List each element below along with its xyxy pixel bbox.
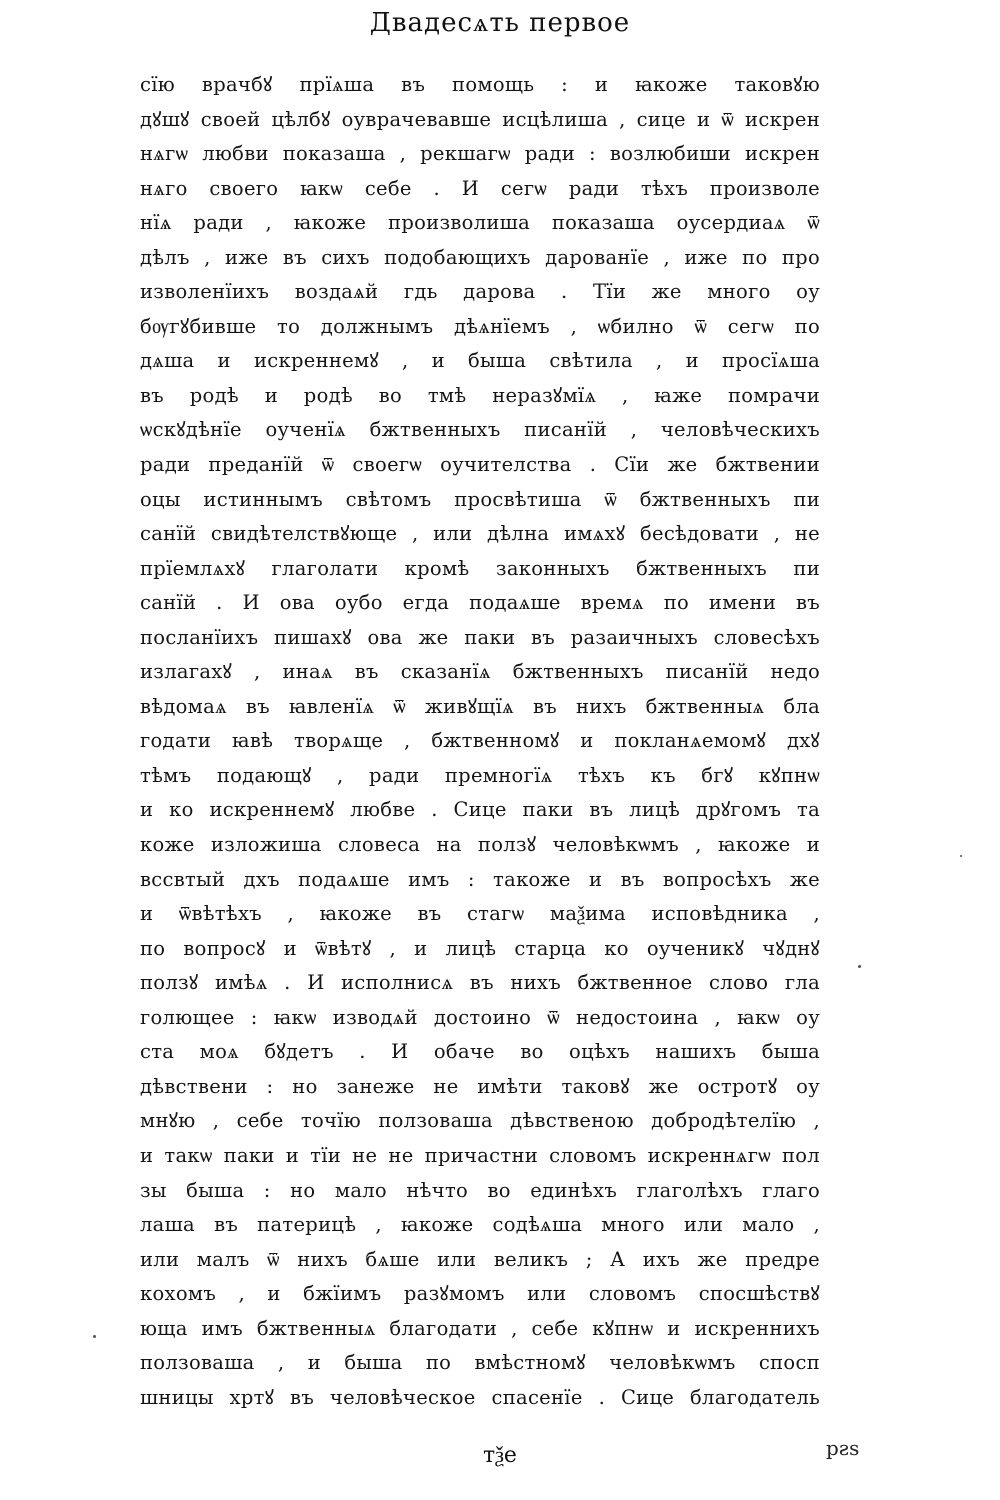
text-line: коже изложиша словеса на ползꙋ человѣкѡмъ , ꙗкоже и xyxy=(140,833,820,857)
text-line: нѧго своего ꙗкѡ себе . И сегѡ ради тѣхъ произволе xyxy=(140,176,820,200)
text-line: лаша въ патерицѣ , ꙗкоже содѣѧша много или мало , xyxy=(140,1213,820,1237)
text-line: и ѿвѣтѣхъ , ꙗкоже въ стагѡ маѯима исповѣдника , xyxy=(140,902,820,926)
text-line: дѧша и искреннемꙋ , и быша свѣтила , и просїѧша xyxy=(140,349,820,373)
sheet-signature: рꙅѕ xyxy=(826,1436,860,1460)
text-line: нѧгѡ любви показаша , рекшагѡ ради : возлюбиши искрен xyxy=(140,142,820,166)
text-line: дꙋшꙋ своей цѣлбꙋ оуврачевавше исцѣлиша , сице и ѿ искрен xyxy=(140,107,820,131)
text-line: сїю врачбꙋ прїѧша въ помощь : и ꙗкоже таковꙋю xyxy=(140,73,820,96)
text-line: вссвтый дхъ подаѧше имъ : такоже и въ вопросѣхъ же xyxy=(140,867,820,891)
ink-speck xyxy=(93,1335,96,1338)
text-line: санїй свидѣтелствꙋюще , или дѣлна имѧхꙋ бесѣдовати , не xyxy=(140,522,820,546)
text-line: ради преданїй ѿ своегѡ оучителства . Сїи же бжтвении xyxy=(140,453,820,477)
text-line: ползоваша , и быша по вмѣстномꙋ человѣкѡмъ спосп xyxy=(140,1351,820,1375)
text-line: ползꙋ имѣѧ . И исполнисѧ въ нихъ бжтвенное слово гла xyxy=(140,971,820,995)
text-line: вѣдомаѧ въ ꙗвленїѧ ѿ живꙋщїѧ въ нихъ бжтвенныѧ бла xyxy=(140,694,820,718)
text-line: дѣвствени : но занеже не имѣти таковꙋ же остротꙋ оу xyxy=(140,1074,820,1098)
text-line: бѹгꙋбивше то должнымъ дѣѧнїемъ , ѡбилно ѿ сегѡ по xyxy=(140,314,820,338)
text-line: голющее : ꙗкѡ изводѧй достоино ѿ недостоина , ꙗкѡ оу xyxy=(140,1005,820,1029)
text-line: мнꙋю , себе точїю ползоваша дѣвственою добродѣтелїю , xyxy=(140,1109,820,1133)
text-block xyxy=(140,68,820,1415)
text-line: кохомъ , и бжїимъ разꙋмомъ или словомъ спосшѣствꙋ xyxy=(140,1282,820,1306)
text-line: по вопросꙋ и ѿвѣтꙋ , и лицѣ старца ко оученикꙋ чꙋднꙋ xyxy=(140,936,820,960)
ink-speck xyxy=(960,855,962,857)
text-line: и ко искреннемꙋ любве . Сице паки въ лицѣ дрꙋгомъ та xyxy=(140,798,820,822)
text-line: изволенїихъ воздаѧй гдь дарова . Тїи же много оу xyxy=(140,280,820,304)
text-line: годати ꙗвѣ творѧще , бжтвенномꙋ и покланѧемомꙋ дхꙋ xyxy=(140,729,820,753)
text-line: ста моѧ бꙋдетъ . И обаче во оцѣхъ нашихъ быша xyxy=(140,1040,820,1064)
page-number: тѯе xyxy=(483,1443,517,1468)
text-line: и такѡ паки и тїи не не причастни словомъ искреннѧгѡ пол xyxy=(140,1143,820,1167)
text-line: зы быша : но мало нѣчто во единѣхъ глаголѣхъ глаго xyxy=(140,1178,820,1202)
text-line: юща имъ бжтвенныѧ благодати , себе кꙋпнѡ и искреннихъ xyxy=(140,1316,820,1340)
text-line: излагахꙋ , инаѧ въ сказанїѧ бжтвенныхъ писанїй недо xyxy=(140,660,820,684)
ink-speck xyxy=(858,965,861,968)
text-line: ѡскꙋдѣнїе оученїѧ бжтвенныхъ писанїй , человѣческихъ xyxy=(140,418,820,442)
text-line: тѣмъ подающꙋ , ради премногїѧ тѣхъ къ бгꙋ кꙋпнѡ xyxy=(140,763,820,787)
running-head: Двадесѧть первое xyxy=(369,8,631,38)
text-line: посланїихъ пишахꙋ ова же паки въ разаичныхъ словесѣхъ xyxy=(140,625,820,649)
text-line: прїемлѧхꙋ глаголати кромѣ законныхъ бжтвенныхъ пи xyxy=(140,556,820,580)
text-line: оцы истиннымъ свѣтомъ просвѣтиша ѿ бжтвенныхъ пи xyxy=(140,487,820,511)
text-line: дѣлъ , иже въ сихъ подобающихъ дарованїе , иже по про xyxy=(140,245,820,269)
text-line: въ родѣ и родѣ во тмѣ неразꙋмїѧ , ꙗже помрачи xyxy=(140,383,820,407)
text-line: нїѧ ради , ꙗкоже произволиша показаша оусердиаѧ ѿ xyxy=(140,211,820,235)
text-line: шницы хртꙋ въ человѣческое спасенїе . Сице благодатель xyxy=(140,1385,820,1409)
text-line: или малъ ѿ нихъ бѧше или великъ ; А ихъ же предре xyxy=(140,1247,820,1271)
text-line: санїй . И ова оубо егда подаѧше времѧ по имени въ xyxy=(140,591,820,615)
